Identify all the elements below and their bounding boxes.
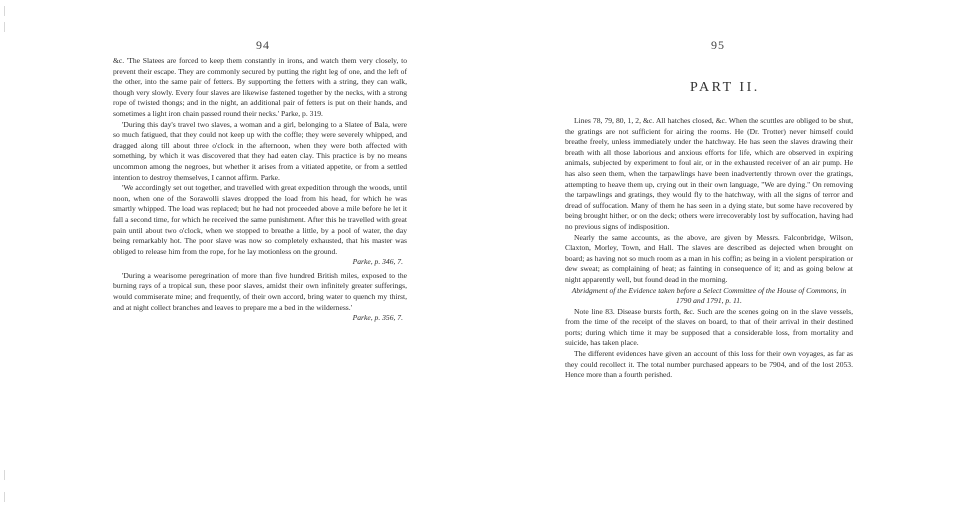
- page-text: [565, 116, 853, 381]
- paragraph: 'During this day's travel two slaves, a woman and a girl, belonging to a Slatee of Bala, were so much fatigued, that they could not keep up with the coffle; they were severely whipped, and dragged along till about three o'clock in the afternoon, when they were both affected with something, by which it was discovered that they had eaten clay. This practice is by no means uncommon among the negroes, but whether it arises from a vitiated appetite, or from a settled intention to destroy themselves, I cannot affirm. Parke.: [113, 119, 407, 182]
- paragraph: The different evidences have given an account of this loss for their own voyages, as far as they could recollect it. The total number purchased appears to be 7904, and of the lost 2053. Hence more than a fourth perished.: [565, 349, 853, 380]
- citation: Parke, p. 346, 7.: [352, 257, 403, 267]
- citation: Parke, p. 356, 7.: [352, 313, 403, 323]
- edge-mark: [4, 22, 5, 32]
- page-number: 94: [256, 38, 270, 52]
- paragraph: &c. 'The Slatees are forced to keep them constantly in irons, and watch them very closely, to prevent their escape. They are commonly secured by putting the right leg of one, and the left of the other, into the same pair of fetters. By supporting the fetters with a string, they can walk, though very slowly. Every four slaves are likewise fastened together by the necks, with a strong rope of twisted thongs; and in the night, an additional pair of fetters is put on their hands, and sometimes a light iron chain passed round their necks.' Parke, p. 319.: [113, 56, 407, 118]
- citation: Abridgment of the Evidence taken before a Select Committee of the House of Commons, in 1790 and 1791, p. 11.: [571, 285, 847, 306]
- page-number: 95: [711, 38, 725, 52]
- part-heading: PART II.: [690, 80, 760, 95]
- right-page: [490, 0, 980, 530]
- edge-mark: [4, 6, 5, 16]
- edge-mark: [4, 470, 5, 480]
- paragraph: Lines 78, 79, 80, 1, 2, &c. All hatches closed, &c. When the scuttles are obliged to be shut, the gratings are not sufficient for airing the rooms. He (Dr. Trotter) never himself could breathe freely, unless immediately under the hatchway. He has seen the slaves drawing their breath with all those laborious and anxious efforts for life, which are observed in expiring animals, subjected by experiment to foul air, or in the exhausted receiver of an air pump. He has also seen them, when the tarpawlings have been inadvertently thrown over the gratings, attempting to heave them up, crying out in their own language, "We are dying." On removing the tarpawlings and gratings, they would fly to the hatchway, with all the signs of terror and dread of suffocation. Many of them he has seen in a dying state, but some have recovered by being brought hither, or on the deck; others were irrecoverably lost by suffocation, having had no previous signs of indisposition.: [565, 116, 853, 231]
- paragraph: 'We accordingly set out together, and travelled with great expedition through the woods, until noon, when one of the Sorawolli slaves dropped the load from his head, for which he was smartly whipped. The load was replaced; but he had not proceeded above a mile before he let it fall a second time, for which he received the same punishment. After this he travelled with great pain until about two o'clock, when we stopped to breathe a little, by a pool of water, the day being remarkably hot. The poor slave was now so completely exhausted, that his master was obliged to release him from the rope, for he lay motionless on the ground.: [113, 183, 407, 256]
- paragraph: Note line 83. Disease bursts forth, &c. Such are the scenes going on in the slave vessels, from the time of the receipt of the slaves on board, to that of their arrival in their destined ports; during which time it may be supposed that a considerable loss, from mortality and suicide, has taken place.: [565, 306, 853, 348]
- paragraph: Nearly the same accounts, as the above, are given by Messrs. Falconbridge, Wilson, Claxton, Morley, Town, and Hall. The slaves are described as dejected when brought on board; as having not so much room as a man in his coffin; as being in a violent perspiration or dew sweat; as complaining of heat; as fainting in consequence of it; and as going below at night apparently well, but found dead in the morning.: [565, 232, 853, 284]
- paragraph: 'During a wearisome peregrination of more than five hundred British miles, exposed to the burning rays of a tropical sun, these poor slaves, amidst their own infinitely greater sufferings, would commiserate mine; and frequently, of their own accord, bring water to quench my thirst, and at night collect branches and leaves to prepare me a bed in the wilderness.': [113, 270, 407, 312]
- edge-mark: [4, 492, 5, 502]
- page-text: [113, 56, 407, 324]
